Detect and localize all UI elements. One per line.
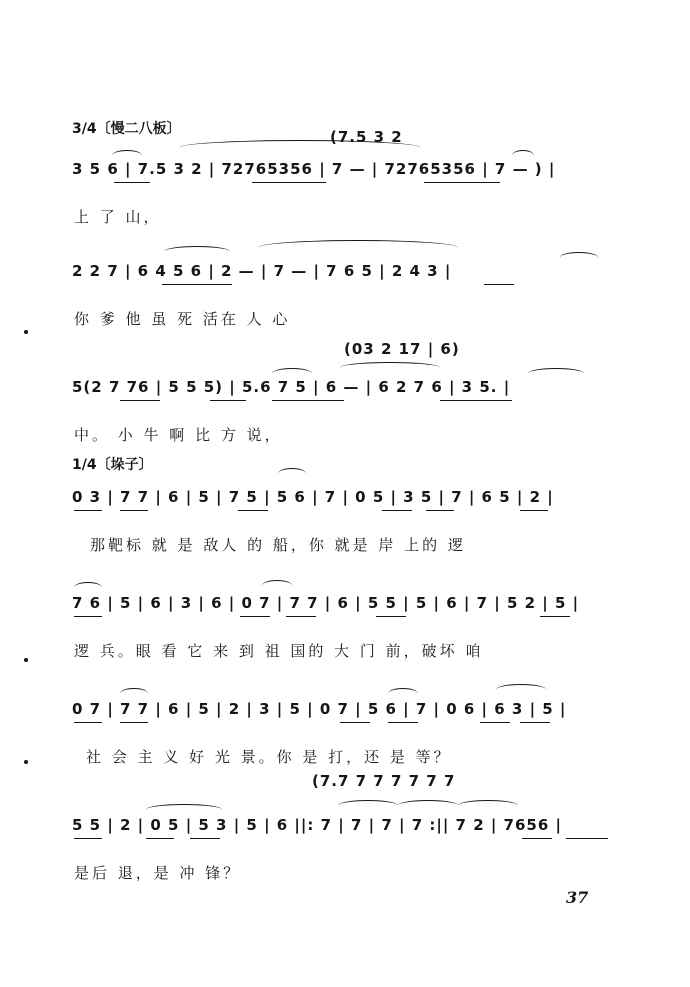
tempo-marking: 3/4〔慢二八板〕 xyxy=(72,121,181,137)
notation-line: 0 7 | 7 7 | 6 | 5 | 2 | 3 | 5 | 0 7 | 5 6 | 7 | 0 6 | 6 3 | 5 | xyxy=(72,700,567,718)
notation-line: 2 2 7 | 6 4 5 6 | 2 — | 7 — | 7 6 5 | 2 4 3 | xyxy=(72,262,452,280)
slur xyxy=(338,800,398,811)
beat-underline xyxy=(520,722,550,723)
lyrics-line: 中。 小 牛 啊 比 方 说， xyxy=(74,426,283,444)
beat-underline xyxy=(120,400,160,401)
page-number: 37 xyxy=(566,888,589,907)
beat-underline xyxy=(520,510,548,511)
beat-underline xyxy=(238,510,268,511)
beat-underline xyxy=(74,722,102,723)
lyrics-line: 社 会 主 义 好 光 景。你 是 打，还 是 等？ xyxy=(86,748,452,766)
slur xyxy=(458,800,518,811)
beat-underline xyxy=(146,838,174,839)
beat-underline xyxy=(272,400,344,401)
slur xyxy=(120,688,148,699)
slur xyxy=(146,804,222,815)
beat-underline xyxy=(480,722,510,723)
slur xyxy=(180,140,420,155)
beat-underline xyxy=(522,838,552,839)
intro-phrase: (7.5 3 2 xyxy=(330,128,403,146)
beat-underline xyxy=(120,510,148,511)
beat-underline xyxy=(426,510,454,511)
slur xyxy=(258,240,458,255)
beat-underline xyxy=(382,510,412,511)
beat-underline xyxy=(190,838,220,839)
beat-underline xyxy=(210,400,246,401)
beat-underline xyxy=(286,616,316,617)
slur xyxy=(388,688,418,699)
lyrics-line: 你 爹 他 虽 死 活在 人 心 xyxy=(74,310,291,328)
beat-underline xyxy=(388,722,418,723)
slur xyxy=(262,580,292,591)
lyrics-line: 那靶标 就 是 敌人 的 船，你 就是 岸 上的 逻 xyxy=(90,536,466,554)
lyrics-line: 上 了 山， xyxy=(74,208,162,226)
slur xyxy=(164,246,230,257)
beat-underline xyxy=(74,510,102,511)
notation-line: 3 5 6 | 7.5 3 2 | 72765356 | 7 — | 72765356 | 7 — ) | xyxy=(72,160,556,178)
beat-underline xyxy=(240,616,270,617)
beat-underline xyxy=(120,722,148,723)
margin-dot xyxy=(24,658,28,662)
lyrics-line: 是后 退，是 冲 锋？ xyxy=(74,864,242,882)
beat-underline xyxy=(376,616,406,617)
section-marking: 1/4〔垛子〕 xyxy=(72,457,153,473)
beat-underline xyxy=(340,722,370,723)
slur xyxy=(398,800,458,811)
intro-phrase: (03 2 17 | 6) xyxy=(344,340,460,358)
margin-dot xyxy=(24,760,28,764)
notation-line: 5 5 | 2 | 0 5 | 5 3 | 5 | 6 ||: 7 | 7 | 7 | 7 :|| 7 2 | 7656 | xyxy=(72,816,562,834)
slur xyxy=(74,582,102,593)
slur xyxy=(278,468,306,479)
slur xyxy=(528,368,584,379)
beat-underline xyxy=(74,838,102,839)
beat-underline xyxy=(540,616,570,617)
notation-line: 7 6 | 5 | 6 | 3 | 6 | 0 7 | 7 7 | 6 | 5 5 | 5 | 6 | 7 | 5 2 | 5 | xyxy=(72,594,580,612)
slur xyxy=(340,362,440,373)
slur xyxy=(496,684,546,695)
notation-line: 0 3 | 7 7 | 6 | 5 | 7 5 | 5 6 | 7 | 0 5 | 3 5 | 7 | 6 5 | 2 | xyxy=(72,488,554,506)
beat-underline xyxy=(440,400,512,401)
notation-line: 5(2 7 76 | 5 5 5) | 5.6 7 5 | 6 — | 6 2 7 6 | 3 5. | xyxy=(72,378,511,396)
margin-dot xyxy=(24,330,28,334)
beat-underline xyxy=(424,182,500,183)
beat-underline xyxy=(162,284,232,285)
beat-underline xyxy=(484,284,514,285)
beat-underline xyxy=(74,616,102,617)
beat-underline xyxy=(252,182,326,183)
intro-phrase: (7.7 7 7 7 7 7 7 xyxy=(312,772,456,790)
lyrics-line: 逻 兵。眼 看 它 来 到 祖 国的 大 门 前，破坏 咱 xyxy=(74,642,484,660)
slur xyxy=(560,252,598,263)
beat-underline xyxy=(114,182,150,183)
beat-underline xyxy=(566,838,608,839)
